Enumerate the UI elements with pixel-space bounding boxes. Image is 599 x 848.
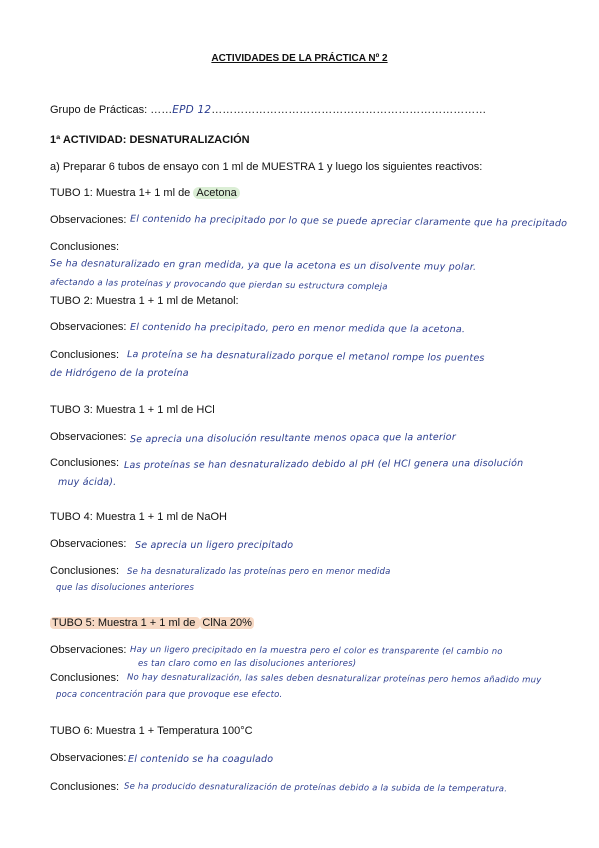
tube-6-conclusion-line-1: Se ha producido desnaturalización de proteínas debido a la subida de la temperatura.: [123, 781, 508, 795]
tube-1-heading: [50, 187, 240, 199]
tube-2-prefix: TUBO 2: Muestra 1 + 1 ml de: [50, 295, 197, 307]
tube-6-observation: El contenido se ha coagulado: [128, 754, 274, 765]
tube-5-reagent: ClNa 20%: [202, 617, 252, 629]
page-title: ACTIVIDADES DE LA PRÁCTICA Nº 2: [211, 53, 388, 64]
tube-6-prefix: TUBO 6: Muestra 1 +: [50, 725, 158, 737]
tube-4-observation: Se aprecia un ligero precipitado: [135, 540, 294, 551]
tube-6-reagent: Temperatura 100°C: [157, 725, 253, 737]
tube-3-conclusions-label: Conclusiones:: [50, 457, 120, 469]
tube-1-observation: El contenido ha precipitado por lo que se puede apreciar claramente que ha precipitado: [129, 213, 568, 230]
tube-5-conclusion-line-1: No hay desnaturalización, las sales deben desnaturalizar proteínas pero hemos añadido muy: [126, 672, 542, 686]
tube-5-observation-line-2: es tan claro como en las disoluciones anteriores): [138, 659, 357, 669]
tube-6-heading: [50, 725, 253, 737]
tube-2-observation: El contenido ha precipitado, pero en menor medida que la acetona.: [129, 321, 466, 336]
group-leader-dots: ……: [150, 104, 173, 116]
tube-5-observations-label: Observaciones:: [50, 644, 127, 656]
tube-1-conclusions-label: Conclusiones:: [50, 241, 120, 253]
tube-3-conclusion-line-2: muy ácida).: [58, 477, 117, 488]
tube-5-observation-line-1: Hay un ligero precipitado en la muestra pero el color es transparente (el cambio no: [129, 645, 503, 657]
tube-5-conclusions-label: Conclusiones:: [50, 672, 120, 684]
tube-4-conclusion-line-2: que las disoluciones anteriores: [56, 583, 195, 593]
tube-5-prefix: TUBO 5: Muestra 1 + 1 ml de: [52, 617, 199, 629]
tube-3-observations-label: Observaciones:: [50, 431, 127, 443]
tube-2-conclusions-label: Conclusiones:: [50, 349, 120, 361]
tube-3-conclusion-line-1: Las proteínas se han desnaturalizado debido al pH (el HCl genera una disolución: [123, 457, 524, 472]
tube-2-observations-label: Observaciones:: [50, 321, 127, 333]
tube-3-heading: [50, 404, 215, 416]
group-label: Grupo de Prácticas:: [50, 104, 148, 116]
tube-1-observations-label: Observaciones:: [50, 214, 127, 226]
group-value: EPD 12: [172, 104, 212, 116]
tube-4-prefix: TUBO 4: Muestra 1 + 1 ml de: [50, 511, 197, 523]
tube-2-conclusion-line-1: La proteína se ha desnaturalizado porque el metanol rompe los puentes: [126, 349, 485, 364]
tube-2-reagent: Metanol:: [196, 295, 239, 307]
activity-instruction: a) Preparar 6 tubos de ensayo con 1 ml de MUESTRA 1 y luego los siguientes reactivos:: [50, 161, 483, 173]
tube-4-observations-label: Observaciones:: [50, 538, 127, 550]
tube-2-heading: [50, 295, 239, 307]
tube-2-conclusion-line-2: de Hidrógeno de la proteína: [50, 368, 189, 379]
group-trailer-dots: …………………………………………………………………: [211, 104, 487, 116]
tube-4-heading: [50, 511, 227, 523]
tube-3-reagent: HCl: [196, 404, 215, 416]
tube-3-prefix: TUBO 3: Muestra 1 + 1 ml de: [50, 404, 197, 416]
group-line: [50, 104, 486, 116]
tube-1-conclusion-line-1: Se ha desnaturalizado en gran medida, ya que la acetona es un disolvente muy polar.: [49, 258, 477, 273]
tube-1-conclusion-line-2: afectando a las proteínas y provocando que pierdan su estructura compleja: [49, 277, 388, 293]
tube-1-reagent: Acetona: [193, 187, 239, 199]
tube-4-reagent: NaOH: [196, 511, 227, 523]
tube-4-conclusion-line-1: Se ha desnaturalizado las proteínas pero en menor medida: [127, 567, 391, 577]
tube-5-heading: [50, 617, 254, 629]
tube-3-observation: Se aprecia una disolución resultante menos opaca que la anterior: [129, 431, 456, 446]
tube-5-conclusion-line-2: poca concentración para que provoque ese efecto.: [56, 690, 283, 700]
tube-6-observations-label: Observaciones:: [50, 752, 127, 764]
tube-6-conclusions-label: Conclusiones:: [50, 781, 120, 793]
tube-1-prefix: TUBO 1: Muestra 1+ 1 ml de: [50, 187, 194, 199]
activity-heading: 1ª ACTIVIDAD: DESNATURALIZACIÓN: [50, 134, 250, 146]
tube-4-conclusions-label: Conclusiones:: [50, 565, 120, 577]
